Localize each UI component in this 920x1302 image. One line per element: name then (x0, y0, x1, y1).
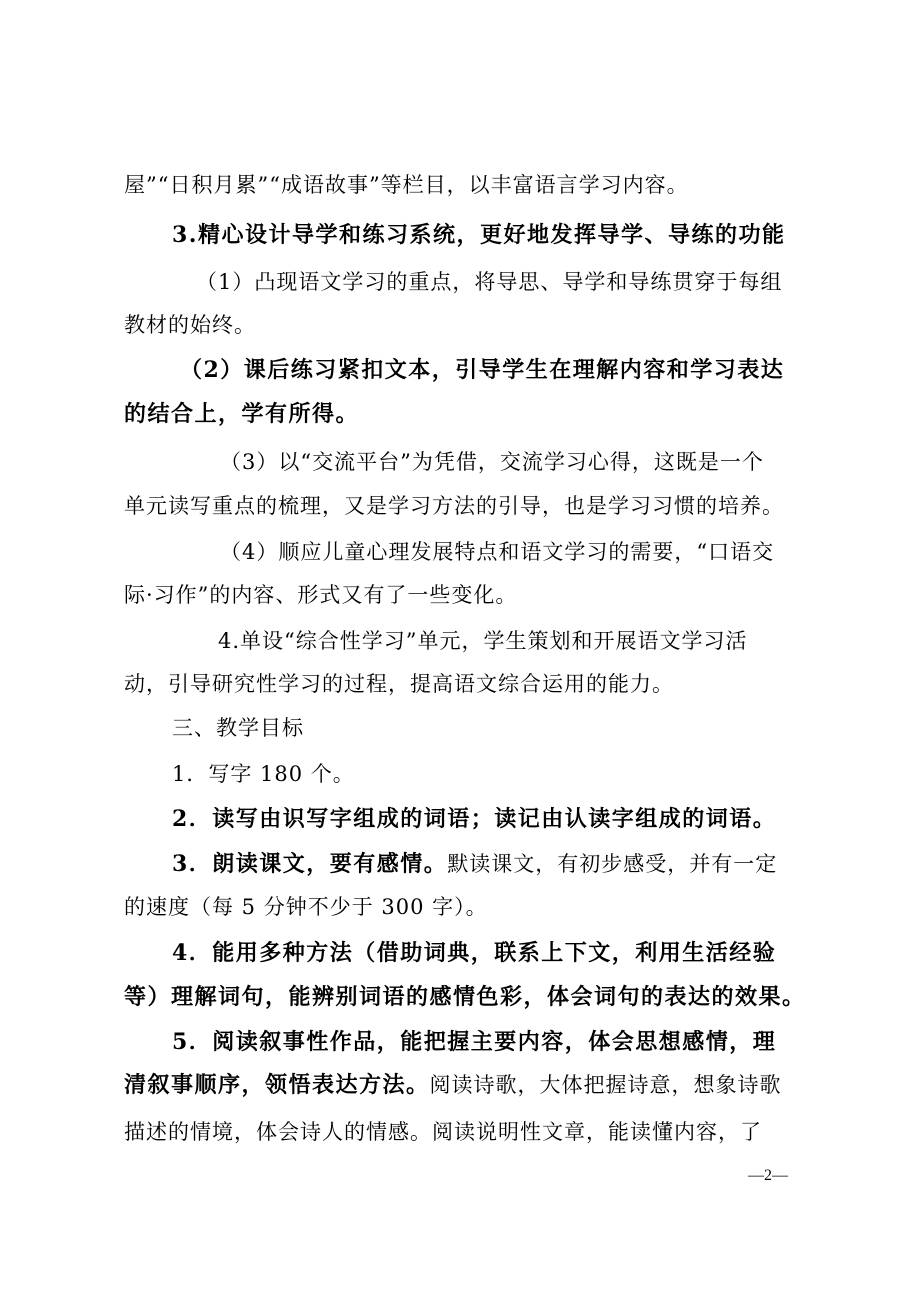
text-segment: 际·习作”的内容、形式又有了一些变化。 (124, 583, 518, 607)
text-segment: 等）理解词句，能辨别词语的感情色彩，体会词句的表达的效果。 (124, 984, 806, 1010)
text-segment: 动，引导研究性学习的过程，提高语文综合运用的能力。 (124, 672, 674, 696)
text-segment: 描述的情境，体会诗人的情感。阅读说明性文章，能读懂内容，了 (124, 1120, 762, 1144)
paragraph-line (124, 983, 808, 1011)
paragraph-line (172, 850, 808, 878)
text-segment: 的速度（每 5 分钟不少于 300 字）。 (124, 895, 488, 919)
text-segment: 单元读写重点的梳理，又是学习方法的引导，也是学习习惯的培养。 (124, 494, 784, 518)
paragraph-line (196, 268, 808, 296)
paragraph-line (172, 939, 808, 967)
text-segment: （2）课后练习紧扣文本，引导学生在理解内容和学习表达 (180, 357, 785, 383)
paragraph-line (220, 538, 808, 566)
section-heading (172, 714, 808, 742)
text-segment: 的结合上，学有所得。 (124, 401, 360, 427)
text-segment: 教材的始终。 (124, 313, 256, 337)
text-segment: 1．写字 180 个。 (172, 762, 355, 786)
paragraph-line (124, 171, 808, 199)
text-segment: 3．朗读课文，要有感情。 (172, 851, 448, 877)
paragraph-line (218, 627, 808, 655)
text-segment: （4）顺应儿童心理发展特点和语文学习的需要，“口语交 (220, 540, 775, 564)
paragraph-line (180, 356, 808, 384)
text-segment: 4.单设“综合性学习”单元，学生策划和开展语文学习活 (218, 629, 748, 653)
paragraph-line (124, 492, 808, 520)
paragraph-line (124, 1118, 808, 1146)
paragraph-line (172, 805, 808, 833)
paragraph-line (124, 893, 808, 921)
paragraph-line (172, 221, 808, 249)
paragraph-line (124, 581, 808, 609)
paragraph-line (124, 311, 808, 339)
text-segment: （1）凸现语文学习的重点，将导思、导学和导练贯穿于每组 (196, 270, 783, 294)
paragraph-line (172, 760, 808, 788)
text-segment: 阅读诗歌，大体把握诗意，想象诗歌 (429, 1073, 782, 1097)
text-segment: 三、教学目标 (172, 716, 304, 740)
paragraph-line (172, 1028, 808, 1056)
text-segment: 屋”“日积月累”“成语故事”等栏目，以丰富语言学习内容。 (124, 173, 689, 197)
paragraph-line (124, 1071, 808, 1099)
text-segment: 5．阅读叙事性作品，能把握主要内容，体会思想感情，理 (172, 1029, 777, 1055)
paragraph-line (124, 400, 808, 428)
text-segment: 默读课文，有初步感受，并有一定 (447, 852, 778, 876)
paragraph-line (124, 670, 808, 698)
text-segment: 3.精心设计导学和练习系统，更好地发挥导学、导练的功能 (172, 222, 786, 248)
page-number: —2— (748, 1167, 788, 1184)
text-segment: 2．读写由识写字组成的词语；读记由认读字组成的词语。 (172, 806, 777, 832)
text-segment: 清叙事顺序，领悟表达方法。 (124, 1072, 430, 1098)
text-segment: 4．能用多种方法（借助词典，联系上下文，利用生活经验 (172, 940, 777, 966)
paragraph-line (220, 448, 808, 476)
text-segment: （3）以“交流平台”为凭借，交流学习心得，这既是一个 (220, 450, 764, 474)
